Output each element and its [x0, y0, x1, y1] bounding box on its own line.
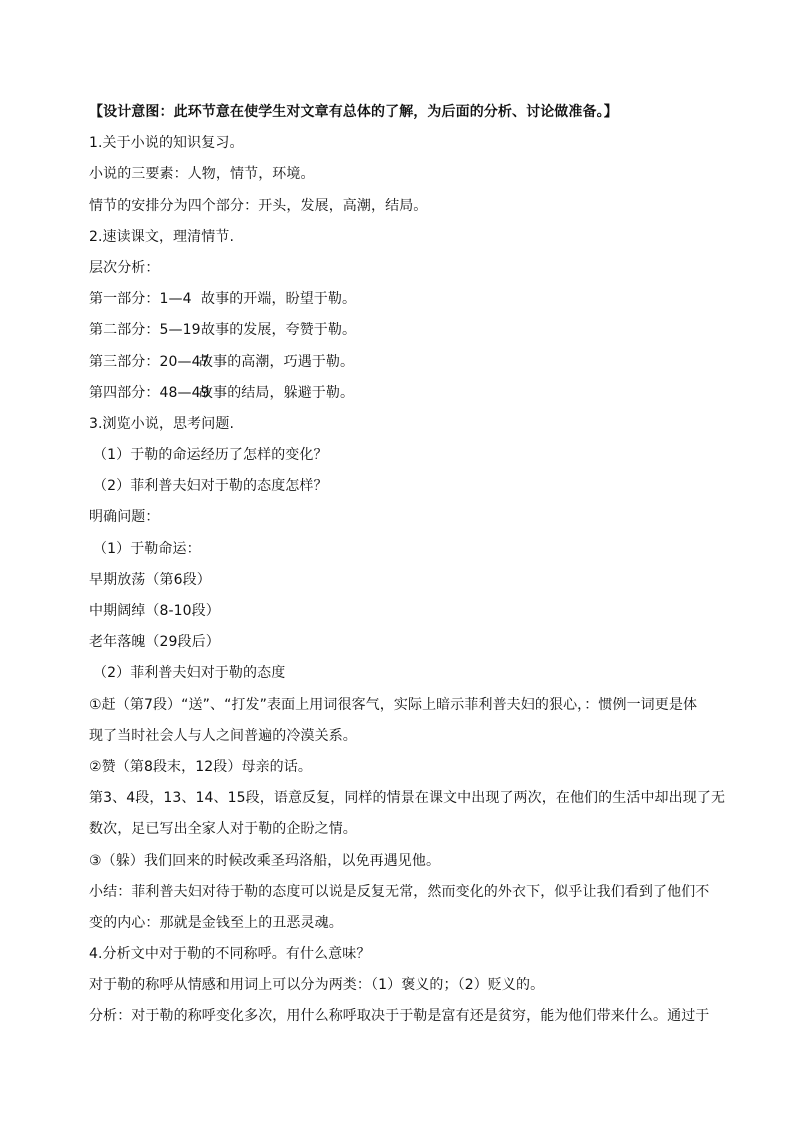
repetition-line-1: 第3、4段，13、14、15段，语意反复，同样的情景在课文中出现了两次，在他们的生活中却出现了无: [89, 790, 726, 807]
part-4-label: 第四部分：48—49: [89, 384, 210, 401]
part-2-desc: 故事的发展，夸赞于勒。: [201, 322, 357, 339]
plot-parts-text: 情节的安排分为四个部分：开头，发展，高潮，结局。: [89, 197, 428, 214]
part-2-label: 第二部分：5—19: [89, 322, 201, 339]
part-1-row: [89, 284, 709, 315]
section-1-title: 1.关于小说的知识复习。: [89, 135, 244, 152]
section-4-title: 4.分析文中对于勒的不同称呼。有什么意味？: [89, 946, 371, 963]
attitude-drive-line-1: ①赶（第7段）“送”、“打发”表面上用词很客气，实际上暗示菲利普夫妇的狠心，：惯例一词更是体: [89, 696, 698, 713]
fate-late: 老年落魄（29段后）: [89, 634, 220, 651]
repetition-line-2: 数次，足已写出全家人对于勒的企盼之情。: [89, 821, 357, 838]
part-3-desc: 故事的高潮，巧遇于勒。: [199, 353, 355, 370]
section-2-title: 2.速读课文，理清情节.: [89, 228, 235, 245]
document-body: [89, 97, 726, 1033]
summary-line-1: 小结：菲利普夫妇对待于勒的态度可以说是反复无常，然而变化的外衣下，似乎让我们看到了他们不: [89, 883, 710, 900]
attitude-avoid: ③（躲）我们回来的时候改乘圣玛洛船，以免再遇见他。: [89, 852, 441, 869]
clarify-label: 明确问题：: [89, 509, 160, 526]
fate-early: 早期放荡（第6段）: [89, 571, 211, 588]
answer-1-title: （1）于勒命运：: [93, 540, 201, 557]
summary-line-2: 变的内心：那就是金钱至上的丑恶灵魂。: [89, 914, 343, 931]
attitude-drive-line-2: 现了当时社会人与人之间普遍的冷漠关系。: [89, 727, 357, 744]
names-classification: 对于勒的称呼从情感和用词上可以分为两类：（1）褒义的；（2）贬义的。: [89, 977, 545, 994]
part-1-label: 第一部分：1—4: [89, 291, 192, 308]
level-analysis-label: 层次分析：: [89, 259, 160, 276]
part-1-desc: 故事的开端，盼望于勒。: [201, 291, 357, 308]
design-intent-note: 【设计意图：此环节意在使学生对文章有总体的了解，为后面的分析、讨论做准备。】: [89, 104, 618, 120]
part-3-label: 第三部分：20—47: [89, 353, 210, 370]
part-4-desc: 故事的结局，躲避于勒。: [199, 384, 355, 401]
analysis-text: 分析：对于勒的称呼变化多次，用什么称呼取决于于勒是富有还是贫穷，能为他们带来什么。通过于: [89, 1008, 710, 1025]
three-elements-text: 小说的三要素：人物，情节，环境。: [89, 166, 315, 183]
part-2-row: [89, 315, 709, 346]
section-3-title: 3.浏览小说，思考问题.: [89, 415, 235, 432]
question-2: （2）菲利普夫妇对于勒的态度怎样？: [93, 478, 328, 495]
attitude-praise: ②赞（第8段末，12段）母亲的话。: [89, 758, 312, 775]
fate-middle: 中期阔绰（8-10段）: [89, 603, 220, 619]
question-1: （1）于勒的命运经历了怎样的变化？: [93, 447, 328, 464]
part-3-row: [89, 347, 709, 378]
part-4-row: [89, 378, 709, 409]
answer-2-title: （2）菲利普夫妇对于勒的态度: [93, 665, 286, 682]
